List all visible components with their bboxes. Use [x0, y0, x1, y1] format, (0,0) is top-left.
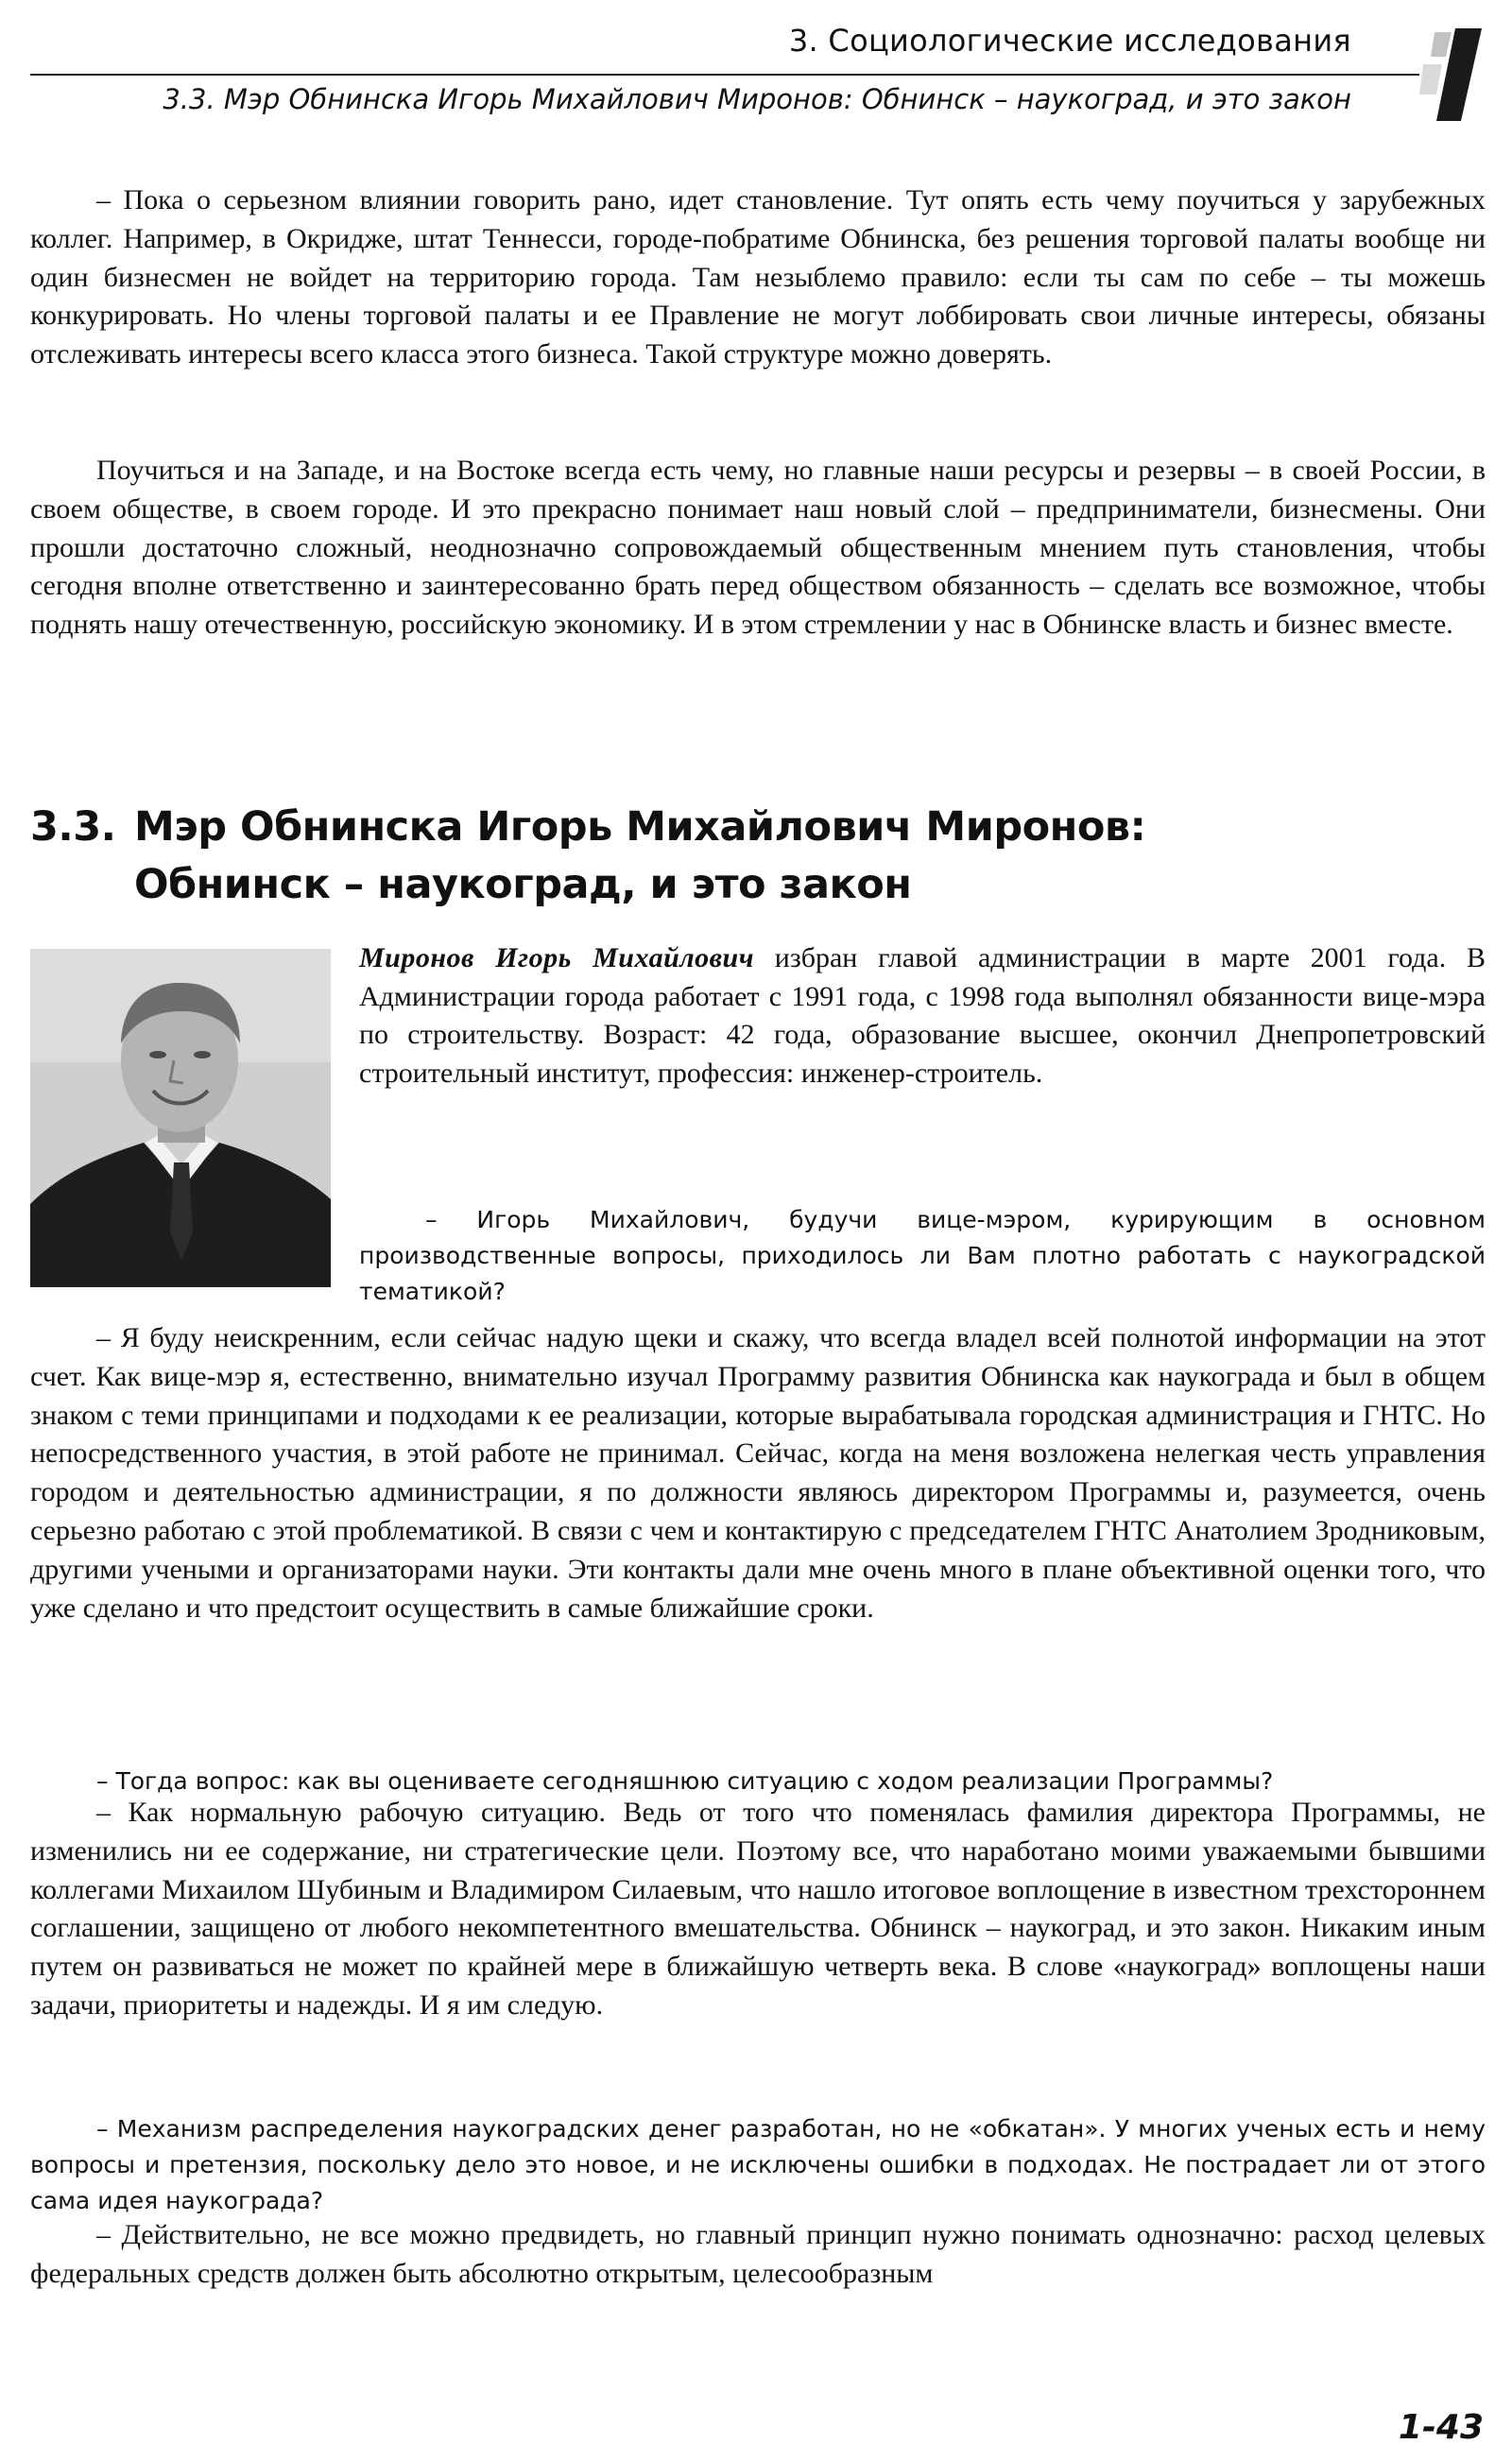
running-header-chapter: 3. Социологические исследования — [788, 23, 1351, 59]
paragraph: Поучиться и на Западе, и на Востоке всегда есть чему, но главные наши ресурсы и резервы – в своей России, в своем обществе, в своем городе. И это прекрасно понимает наш новый слой – предприниматели, бизнесмены. Они прошли достаточно сложный, неоднозначно сопровождаемый общественным мнением путь становления, чтобы сегодня вполне ответственно и заинтересованно брать перед обществом обязанность – сделать все возможное, чтобы поднять нашу отечественную, российскую экономику. И в этом стремлении у нас в Обнинске власть и бизнес вместе. — [30, 455, 1486, 641]
interview-question: – Механизм распределения наукоградских денег разработан, но не «обкатан». У многих ученых есть и нему вопросы и претензия, поскольку дело это новое, и не исключены ошибки в подходах. Не пострадает ли от этого сама идея наукограда? — [30, 2115, 1486, 2214]
bio-name: Миронов Игорь Михайлович — [359, 942, 754, 973]
header-rule — [30, 74, 1419, 76]
interview-answer: – Я буду неискренним, если сейчас надую щеки и скажу, что всегда владел всей полнотой информации на этот счет. Как вице-мэр я, естественно, внимательно изучал Программу развития Обнинска как наукограда и был в общем знаком с теми принципами и подходами к ее реализации, которые вырабатывала городская администрация и ГНТС. Но непосредственного участия, в этой работе не принимал. Сейчас, когда на меня возложена нелегкая честь управления городом и деятельностью администрации, я по должности являюсь директором Программы и, разумеется, очень серьезно работаю с этой проблематикой. В связи с чем и контактирую с председателем ГНТС Анатолием Зродниковым, другими учеными и организаторами науки. Эти контакты дали мне очень много в плане объективной оценки того, что уже сделано и что предстоит осуществить в самые ближайшие сроки. — [30, 1322, 1486, 1624]
interview-question: – Тогда вопрос: как вы оцениваете сегодняшнюю ситуацию с ходом реализации Программы? — [96, 1767, 1274, 1795]
section-heading — [30, 799, 1486, 914]
running-header-section: 3.3. Мэр Обнинска Игорь Михайлович Миронов: Обнинск – наукоград, и это закон — [163, 83, 1351, 115]
bio-text: избран главой администрации в марте 2001 года. В Администрации города работает с 1991 года, с 1998 года выполнял обязанности вице-мэра по строительству. Возраст: 42 года, образование высшее, окончил Днепропетровский строительный институт, профессия: инженер-строитель. — [359, 942, 1486, 1089]
section-number: 3.3. — [30, 803, 116, 851]
page-number: 1-43 — [1398, 2408, 1484, 2447]
section-title-line2: Обнинск – наукоград, и это закон — [134, 861, 912, 908]
paragraph: – Пока о серьезном влиянии говорить рано, идет становление. Тут опять есть чему поучиться у зарубежных коллег. Например, в Окридже, штат Теннесси, городе-побратиме Обнинска, без решения торговой палаты вообще ни один бизнесмен не войдет на территорию города. Там незыблемо правило: если ты сам по себе – ты можешь конкурировать. Но члены торговой палаты и ее Правление не могут лоббировать свои личные интересы, обязаны отслеживать интересы всего класса этого бизнеса. Такой структуре можно доверять. — [30, 184, 1486, 370]
chapter-marker-icon — [1418, 28, 1484, 123]
interview-answer: – Действительно, не все можно предвидеть, но главный принцип нужно понимать однозначно: расход целевых федеральных средств должен быть абсолютно открытым, целесообразным — [30, 2219, 1486, 2289]
bio-intro — [359, 939, 1486, 1093]
section-title-line1: Мэр Обнинска Игорь Михайлович Миронов: — [134, 803, 1146, 851]
interview-answer: – Как нормальную рабочую ситуацию. Ведь от того что поменялась фамилия директора Программы, не изменились ни ее содержание, ни стратегические цели. Поэтому все, что наработано моими уважаемыми бывшими коллегами Михаилом Шубиным и Владимиром Силаевым, что нашло итоговое воплощение в известном трехстороннем соглашении, защищено от любого некомпетентного вмешательства. Обнинск – наукоград, и это закон. Никаким иным путем он развиваться не может по крайней мере в ближайшую четверть века. В слове «наукоград» воплощены наши задачи, приоритеты и надежды. И я им следую. — [30, 1797, 1486, 2021]
portrait-photo — [30, 949, 331, 1287]
interview-question: – Игорь Михайлович, будучи вице-мэром, курирующим в основном производственные вопросы, приходилось ли Вам плотно работать с наукоградской тематикой? — [359, 1206, 1486, 1305]
